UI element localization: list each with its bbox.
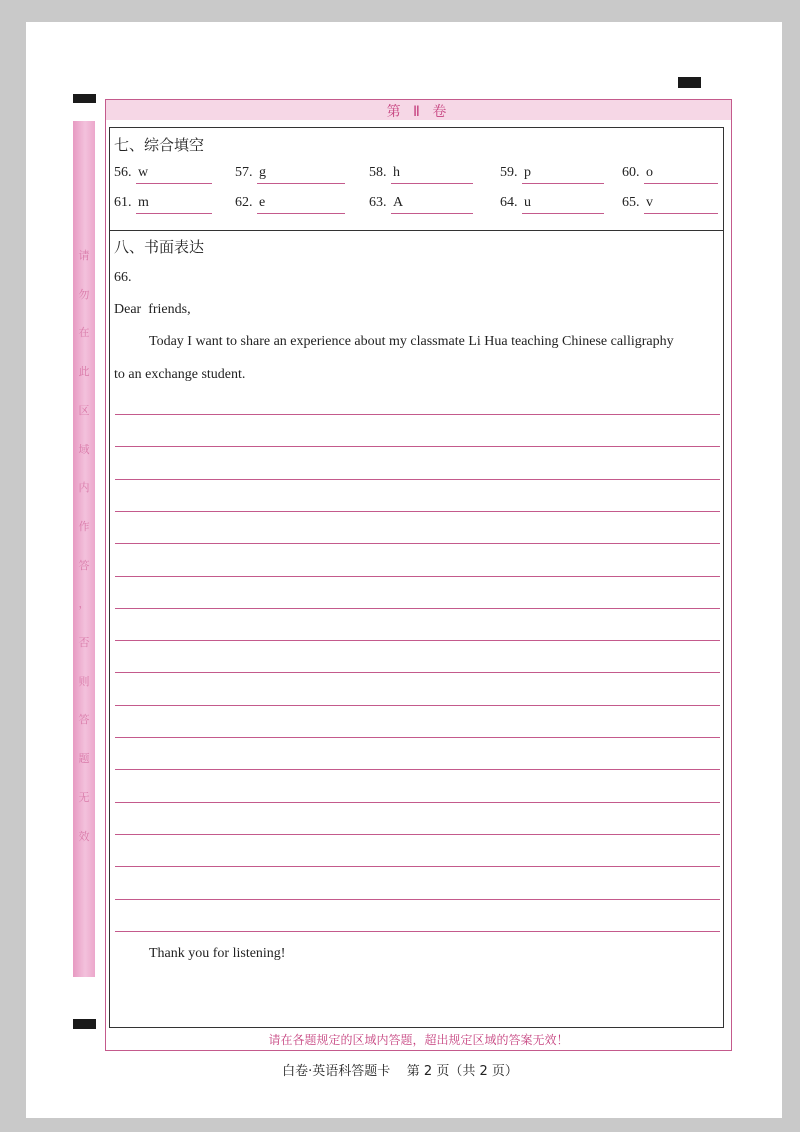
blank-answer: A: [393, 195, 404, 210]
blank-underline: [257, 183, 345, 184]
answer-box: [109, 127, 724, 1028]
blank-underline: [257, 213, 345, 214]
side-notice-char: 此: [78, 365, 90, 379]
letter-closing: Thank you for listening!: [149, 946, 286, 961]
writing-line: [115, 899, 720, 900]
side-notice-char: 答: [78, 558, 90, 572]
writing-line: [115, 866, 720, 867]
blank-answer: g: [259, 165, 266, 180]
letter-intro-line-2: to an exchange student.: [114, 367, 246, 382]
alignment-mark-top-right: [678, 77, 701, 88]
writing-line: [115, 931, 720, 932]
blank-underline: [136, 183, 212, 184]
blank-number: 60.: [622, 165, 640, 180]
writing-line: [115, 511, 720, 512]
blank-underline: [136, 213, 212, 214]
blank-underline: [522, 213, 604, 214]
blank-underline: [644, 213, 718, 214]
side-notice-char: 则: [78, 674, 90, 688]
side-notice-char: 内: [78, 481, 90, 495]
writing-line: [115, 672, 720, 673]
side-notice-char: 效: [78, 829, 90, 843]
side-notice-char: 题: [78, 752, 90, 766]
paper-part-title: 第 Ⅱ 卷: [386, 104, 451, 120]
blank-answer: h: [393, 165, 400, 180]
writing-line: [115, 446, 720, 447]
blank-answer: w: [138, 165, 149, 180]
blank-underline: [644, 183, 718, 184]
question-number: 66.: [114, 270, 132, 285]
blank-underline: [391, 213, 473, 214]
page-footer: 白卷·英语科答题卡 第 2 页（共 2 页）: [282, 1064, 518, 1079]
writing-line: [115, 608, 720, 609]
blank-number: 65.: [622, 195, 640, 210]
blank-number: 58.: [369, 165, 387, 180]
side-notice-char: ，: [78, 597, 90, 611]
letter-greeting: Dear friends,: [114, 302, 191, 317]
writing-line: [115, 802, 720, 803]
writing-line: [115, 705, 720, 706]
blank-answer: o: [646, 165, 653, 180]
writing-line: [115, 576, 720, 577]
alignment-mark-top-left: [73, 94, 96, 103]
writing-line: [115, 640, 720, 641]
blank-answer: v: [646, 195, 653, 210]
side-notice-char: 请: [78, 249, 90, 262]
blank-answer: m: [138, 195, 149, 210]
letter-intro-line-1: Today I want to share an experience about my classmate Li Hua teaching Chinese calligraphy: [149, 334, 674, 349]
blank-number: 64.: [500, 195, 518, 210]
blank-underline: [391, 183, 473, 184]
blank-number: 62.: [235, 195, 253, 210]
writing-line: [115, 769, 720, 770]
section-divider: [109, 230, 724, 231]
writing-line: [115, 834, 720, 835]
side-notice-strip: [73, 121, 95, 977]
side-notice-char: 无: [78, 790, 90, 804]
writing-line: [115, 737, 720, 738]
side-notice-char: 否: [78, 636, 90, 649]
side-notice-char: 作: [78, 519, 90, 533]
writing-line: [115, 479, 720, 480]
blank-answer: u: [524, 195, 531, 210]
blank-underline: [522, 183, 604, 184]
section-7-heading: 七、综合填空: [114, 136, 205, 154]
side-notice-char: 勿: [78, 287, 90, 301]
blank-number: 57.: [235, 165, 253, 180]
writing-line: [115, 414, 720, 415]
blank-number: 63.: [369, 195, 387, 210]
blank-number: 61.: [114, 195, 132, 210]
blank-answer: e: [259, 195, 266, 210]
blank-number: 56.: [114, 165, 132, 180]
side-notice-char: 在: [78, 326, 90, 340]
side-notice-char: 域: [78, 442, 90, 456]
section-8-heading: 八、书面表达: [114, 238, 205, 256]
side-notice-char: 答: [78, 713, 90, 727]
footer-warning: 请在各题规定的区域内答题，超出规定区域的答案无效！: [268, 1033, 569, 1047]
writing-line: [115, 543, 720, 544]
side-notice-char: 区: [78, 403, 90, 417]
blank-answer: p: [524, 165, 531, 180]
blank-number: 59.: [500, 165, 518, 180]
alignment-mark-bottom-left: [73, 1019, 96, 1029]
section-header-bar: [106, 100, 731, 120]
